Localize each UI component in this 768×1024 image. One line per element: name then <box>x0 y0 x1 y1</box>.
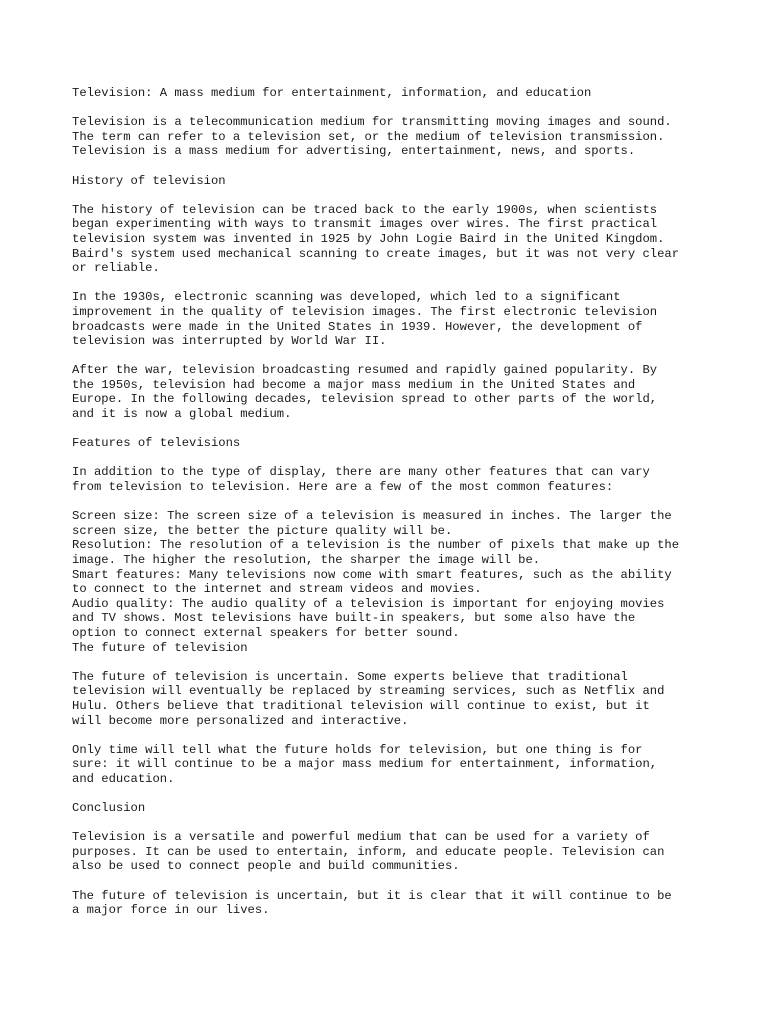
history-paragraph-1 <box>72 203 712 276</box>
section-heading-history <box>72 174 712 189</box>
text-line: Features of televisions <box>72 436 241 451</box>
text-line: television will eventually be replaced by streaming services, such as Netflix and <box>72 684 665 699</box>
text-line: television was interrupted by World War II. <box>72 334 387 349</box>
text-line: Television: A mass medium for entertainment, information, and education <box>72 86 592 100</box>
section-heading-features <box>72 436 712 451</box>
text-line: Conclusion <box>72 801 146 816</box>
text-line: image. The higher the resolution, the sharper the image will be. <box>72 553 541 567</box>
text-line: In addition to the type of display, there are many other features that can vary <box>72 465 650 480</box>
history-paragraph-2 <box>72 290 712 348</box>
text-line: Resolution: The resolution of a television is the number of pixels that make up the <box>72 538 680 553</box>
document-title <box>72 86 712 101</box>
text-line: History of television <box>72 173 226 188</box>
text-line: Only time will tell what the future holds for television, but one thing is for <box>72 742 643 757</box>
text-line: Television is a mass medium for advertising, entertainment, news, and sports. <box>72 144 636 159</box>
future-paragraph-1 <box>72 670 712 728</box>
text-line: After the war, television broadcasting resumed and rapidly gained popularity. By <box>72 363 658 378</box>
text-line: Television is a telecommunication medium for transmitting moving images and sound. <box>72 115 672 130</box>
text-line: the 1950s, television had become a major mass medium in the United States and <box>72 377 636 392</box>
text-line: improvement in the quality of television images. The first electronic television <box>72 304 658 319</box>
text-line: and it is now a global medium. <box>72 407 292 422</box>
features-intro-paragraph <box>72 465 712 494</box>
history-paragraph-3 <box>72 363 712 421</box>
text-line: to connect to the internet and stream videos and movies. <box>72 582 482 597</box>
text-line: The future of television <box>72 640 248 655</box>
text-line: a major force in our lives. <box>72 903 270 918</box>
future-paragraph-2 <box>72 743 712 787</box>
conclusion-paragraph-2 <box>72 889 712 918</box>
text-line: or reliable. <box>72 261 160 276</box>
text-line: The term can refer to a television set, or the medium of television transmission. <box>72 129 665 144</box>
text-line: In the 1930s, electronic scanning was developed, which led to a significant <box>72 290 621 305</box>
text-line: television system was invented in 1925 by John Logie Baird in the United Kingdom. <box>72 231 665 246</box>
text-line: Screen size: The screen size of a television is measured in inches. The larger the <box>72 509 672 524</box>
text-line: Television is a versatile and powerful medium that can be used for a variety of <box>72 830 650 845</box>
text-line: and TV shows. Most televisions have built-in speakers, but some also have the <box>72 611 636 626</box>
text-line: The future of television is uncertain, but it is clear that it will continue to be <box>72 888 672 903</box>
features-list <box>72 509 712 655</box>
text-line: The future of television is uncertain. Some experts believe that traditional <box>72 669 628 684</box>
text-line: began experimenting with ways to transmit images over wires. The first practical <box>72 217 658 232</box>
text-line: Europe. In the following decades, television spread to other parts of the world, <box>72 392 658 407</box>
text-line: purposes. It can be used to entertain, inform, and educate people. Television can <box>72 844 665 859</box>
document-page <box>72 86 712 918</box>
text-line: Smart features: Many televisions now come with smart features, such as the ability <box>72 567 672 582</box>
text-line: from television to television. Here are a few of the most common features: <box>72 480 614 495</box>
text-line: screen size, the better the picture quality will be. <box>72 523 453 538</box>
text-line: The history of television can be traced back to the early 1900s, when scientists <box>72 202 658 217</box>
text-line: Baird's system used mechanical scanning to create images, but it was not very clear <box>72 246 680 261</box>
text-line: sure: it will continue to be a major mass medium for entertainment, information, <box>72 757 658 772</box>
text-line: and education. <box>72 771 175 786</box>
section-heading-conclusion <box>72 801 712 816</box>
conclusion-paragraph-1 <box>72 830 712 874</box>
text-line: also be used to connect people and build communities. <box>72 859 460 874</box>
text-line: Audio quality: The audio quality of a television is important for enjoying movies <box>72 596 665 611</box>
text-line: option to connect external speakers for better sound. <box>72 625 460 640</box>
intro-paragraph <box>72 115 712 159</box>
text-line: will become more personalized and interactive. <box>72 713 409 728</box>
text-line: broadcasts were made in the United States in 1939. However, the development of <box>72 319 643 334</box>
text-line: Hulu. Others believe that traditional television will continue to exist, but it <box>72 698 650 713</box>
